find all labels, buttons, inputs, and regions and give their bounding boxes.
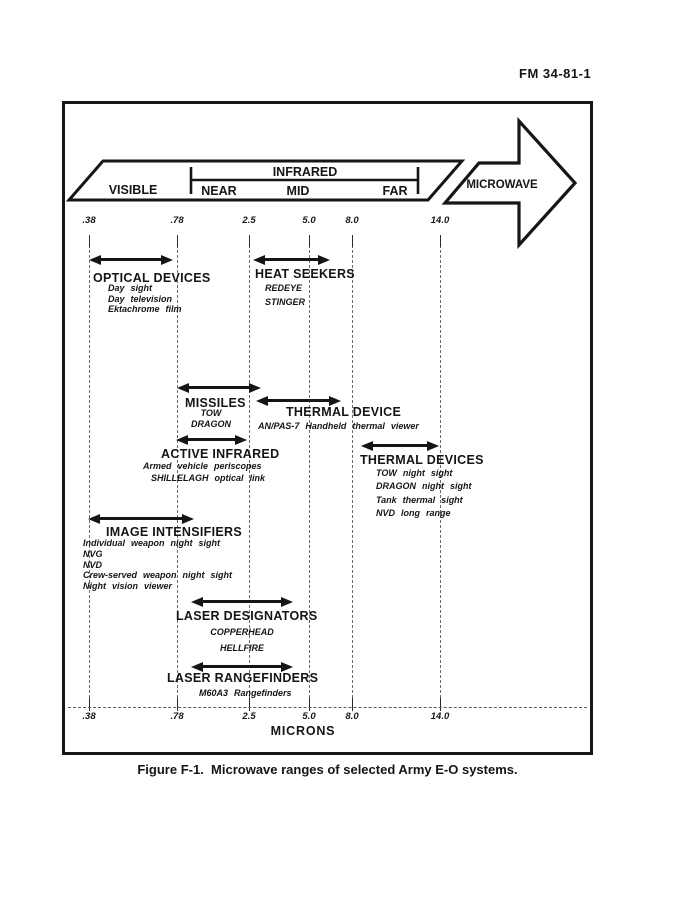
laser-rangefinders-items xyxy=(199,688,292,699)
manual-number-header: FM 34-81-1 xyxy=(519,66,592,81)
optical-devices-items xyxy=(108,283,182,315)
device-item: DRAGON xyxy=(191,419,231,429)
microwave-band-label: MICROWAVE xyxy=(466,179,538,191)
device-item: TOW night sight xyxy=(376,468,453,478)
scale-label-top-80: 8.0 xyxy=(345,215,359,226)
optical-devices-range-arrow xyxy=(89,254,173,265)
scale-label-bottom-038: .38 xyxy=(82,711,96,722)
missiles-items xyxy=(169,408,253,430)
scale-label-bottom-140: 14.0 xyxy=(430,711,450,722)
far-band-label: FAR xyxy=(382,184,408,198)
thermal-device-label: THERMAL DEVICE xyxy=(286,405,402,419)
device-item: Night vision viewer xyxy=(83,581,173,592)
scale-label-top-078: .78 xyxy=(170,215,184,226)
laser-designators-range-arrow xyxy=(191,596,293,607)
wavelength-gridline-038 xyxy=(89,235,90,708)
thermal-devices-items xyxy=(376,467,472,520)
scale-label-bottom-50: 5.0 xyxy=(302,711,316,722)
axis-unit-label: MICRONS xyxy=(270,724,336,738)
device-item: Ektachrome film xyxy=(108,304,182,314)
scale-label-top-038: .38 xyxy=(82,215,96,226)
device-item: COPPERHEAD xyxy=(210,627,274,637)
scale-label-bottom-078: .78 xyxy=(170,711,184,722)
device-item: DRAGON night sight xyxy=(376,481,472,492)
scale-label-bottom-25: 2.5 xyxy=(242,711,256,722)
figure-canvas xyxy=(65,104,590,752)
image-intensifiers-items xyxy=(83,538,232,592)
spectrum-band-graphic xyxy=(65,104,596,254)
device-item: AN/PAS-7 Handheld thermal viewer xyxy=(258,421,419,431)
active-infrared-label: ACTIVE INFRARED xyxy=(161,447,280,461)
image-intensifiers-label: IMAGE INTENSIFIERS xyxy=(106,525,242,539)
active-infrared-items xyxy=(143,461,265,484)
device-item: REDEYE xyxy=(265,283,303,293)
wavelength-gridline-80 xyxy=(352,235,353,708)
device-item: TOW xyxy=(200,408,222,418)
figure-frame xyxy=(62,101,593,755)
wavelength-gridline-50 xyxy=(309,235,310,708)
device-item: Day television xyxy=(108,293,173,304)
device-item: NVG xyxy=(83,548,103,559)
laser-designators-items xyxy=(191,625,293,656)
optical-devices-label: OPTICAL DEVICES xyxy=(93,271,211,285)
device-item: Individual weapon night sight xyxy=(83,538,220,548)
device-item: M60A3 Rangefinders xyxy=(199,688,292,698)
device-item: HELLFIRE xyxy=(220,642,264,653)
scale-label-top-25: 2.5 xyxy=(242,215,256,226)
figure-caption: Figure F-1. Microwave ranges of selected Army E-O systems. xyxy=(137,762,518,777)
device-item: STINGER xyxy=(265,296,306,307)
device-item: Tank thermal sight xyxy=(376,494,463,505)
active-infrared-range-arrow xyxy=(176,434,247,445)
bottom-axis-dashed-line xyxy=(68,707,587,708)
thermal-device-items xyxy=(258,421,419,432)
device-item: Day sight xyxy=(108,283,153,293)
visible-band-label: VISIBLE xyxy=(108,183,158,197)
missiles-range-arrow xyxy=(177,382,261,393)
image-intensifiers-range-arrow xyxy=(88,513,194,524)
thermal-devices-range-arrow xyxy=(361,440,439,451)
mid-band-label: MID xyxy=(286,184,310,198)
laser-designators-label: LASER DESIGNATORS xyxy=(176,609,318,623)
thermal-devices-label: THERMAL DEVICES xyxy=(360,453,484,467)
device-item: NVD xyxy=(83,559,103,570)
device-item: SHILLELAGH optical link xyxy=(151,472,266,483)
laser-rangefinders-label: LASER RANGEFINDERS xyxy=(167,671,319,685)
heat-seekers-range-arrow xyxy=(253,254,330,265)
device-item: NVD long range xyxy=(376,507,451,518)
scale-label-top-140: 14.0 xyxy=(430,215,450,226)
device-item: Armed vehicle periscopes xyxy=(143,461,262,471)
infrared-band-label: INFRARED xyxy=(272,165,338,179)
near-band-label: NEAR xyxy=(201,184,237,198)
scale-label-top-50: 5.0 xyxy=(302,215,316,226)
device-item: Crew-served weapon night sight xyxy=(83,570,233,581)
heat-seekers-items xyxy=(265,282,305,309)
scale-label-bottom-80: 8.0 xyxy=(345,711,359,722)
missiles-label: MISSILES xyxy=(185,396,246,410)
heat-seekers-label: HEAT SEEKERS xyxy=(255,267,355,281)
